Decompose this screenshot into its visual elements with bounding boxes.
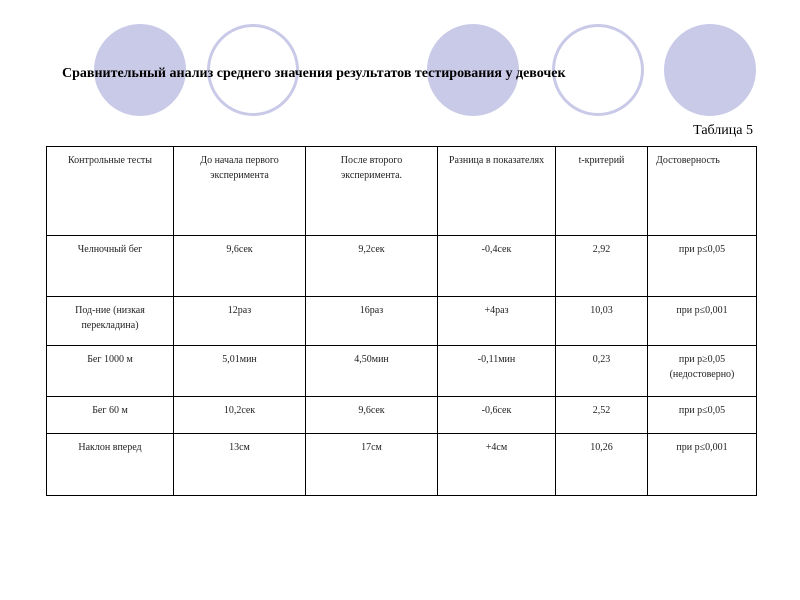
header-cell: До начала первого эксперимента — [174, 147, 306, 236]
table-row — [47, 297, 757, 346]
table-cell: -0,11мин — [438, 346, 556, 397]
table-header-row — [47, 147, 757, 236]
table-cell: Наклон вперед — [47, 434, 174, 496]
table-cell: при p≤0,05 — [648, 236, 757, 297]
table-cell: Бег 1000 м — [47, 346, 174, 397]
results-table — [46, 146, 757, 496]
table-cell: Под-ние (низкая перекладина) — [47, 297, 174, 346]
table-cell: 10,03 — [556, 297, 648, 346]
table-cell: при p≤0,001 — [648, 297, 757, 346]
table-cell: 17см — [306, 434, 438, 496]
table-row — [47, 346, 757, 397]
header-cell: Контрольные тесты — [47, 147, 174, 236]
table-row — [47, 397, 757, 434]
table-cell: 13см — [174, 434, 306, 496]
table-cell: 16раз — [306, 297, 438, 346]
table-cell: 10,26 — [556, 434, 648, 496]
table-cell: 10,2сек — [174, 397, 306, 434]
table-cell: 9,6сек — [306, 397, 438, 434]
table-cell: Челночный бег — [47, 236, 174, 297]
table-cell: 0,23 — [556, 346, 648, 397]
table-label: Таблица 5 — [693, 123, 753, 138]
header-cell: Разница в показателях — [438, 147, 556, 236]
table-cell: при p≤0,001 — [648, 434, 757, 496]
table-cell: 2,92 — [556, 236, 648, 297]
table-cell: 2,52 — [556, 397, 648, 434]
table-cell: +4раз — [438, 297, 556, 346]
header-cell: t-критерий — [556, 147, 648, 236]
table-cell: 12раз — [174, 297, 306, 346]
table-cell: Бег 60 м — [47, 397, 174, 434]
table-cell: при p≤0,05 — [648, 397, 757, 434]
header-cell: Достоверность — [648, 147, 757, 236]
table-cell: 9,2сек — [306, 236, 438, 297]
table-row — [47, 434, 757, 496]
table-cell: +4см — [438, 434, 556, 496]
table-cell: при p≥0,05 (недостоверно) — [648, 346, 757, 397]
table-cell: 9,6сек — [174, 236, 306, 297]
table-row — [47, 236, 757, 297]
table-cell: 5,01мин — [174, 346, 306, 397]
table-cell: -0,4сек — [438, 236, 556, 297]
page-title: Сравнительный анализ среднего значения результатов тестирования у девочек — [62, 66, 566, 81]
table-cell: 4,50мин — [306, 346, 438, 397]
table-cell: -0,6сек — [438, 397, 556, 434]
header-cell: После второго эксперимента. — [306, 147, 438, 236]
